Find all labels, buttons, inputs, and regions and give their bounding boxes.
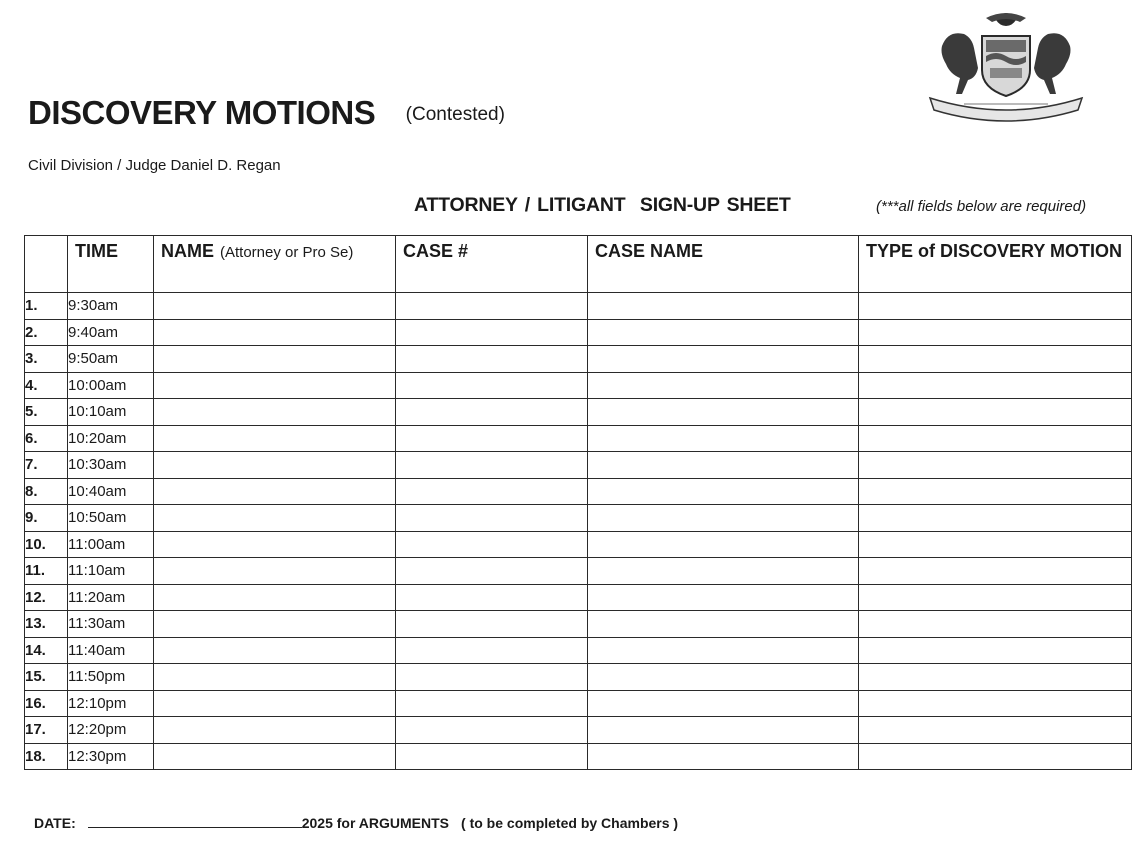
- row-time: 10:40am: [68, 478, 154, 505]
- motion-type-cell[interactable]: [859, 743, 1132, 770]
- case-name-cell[interactable]: [588, 558, 859, 585]
- row-time: 12:30pm: [68, 743, 154, 770]
- case-number-cell[interactable]: [396, 743, 588, 770]
- case-name-cell[interactable]: [588, 690, 859, 717]
- row-time: 10:00am: [68, 372, 154, 399]
- chambers-note: ( to be completed by Chambers ): [461, 815, 679, 831]
- header-motion-type: [859, 236, 1132, 293]
- row-time: 11:50pm: [68, 664, 154, 691]
- case-number-cell[interactable]: [396, 558, 588, 585]
- table-header-row: [25, 236, 1132, 293]
- case-name-cell[interactable]: [588, 717, 859, 744]
- case-number-cell[interactable]: [396, 505, 588, 532]
- case-number-cell[interactable]: [396, 319, 588, 346]
- row-number: 9.: [25, 505, 68, 532]
- case-number-cell[interactable]: [396, 425, 588, 452]
- header-case-name-label: CASE NAME: [595, 241, 704, 261]
- row-time: 10:50am: [68, 505, 154, 532]
- case-name-cell[interactable]: [588, 372, 859, 399]
- table-row: [25, 319, 1132, 346]
- motion-type-cell[interactable]: [859, 664, 1132, 691]
- table-row: [25, 664, 1132, 691]
- row-number: 11.: [25, 558, 68, 585]
- row-number: 12.: [25, 584, 68, 611]
- sheet-title: ATTORNEY / LITIGANT SIGN-UP SHEET: [414, 194, 791, 216]
- row-time: 11:30am: [68, 611, 154, 638]
- motion-type-cell[interactable]: [859, 584, 1132, 611]
- motion-type-cell[interactable]: [859, 717, 1132, 744]
- name-cell[interactable]: [154, 743, 396, 770]
- case-name-cell[interactable]: [588, 637, 859, 664]
- header-number: [25, 236, 68, 293]
- case-name-cell[interactable]: [588, 425, 859, 452]
- table-row: [25, 425, 1132, 452]
- header-time-label: TIME: [75, 241, 118, 261]
- motion-type-cell[interactable]: [859, 452, 1132, 479]
- motion-type-cell[interactable]: [859, 505, 1132, 532]
- name-cell[interactable]: [154, 690, 396, 717]
- motion-type-cell[interactable]: [859, 690, 1132, 717]
- table-row: [25, 531, 1132, 558]
- case-name-cell[interactable]: [588, 452, 859, 479]
- case-number-cell[interactable]: [396, 690, 588, 717]
- row-time: 9:30am: [68, 293, 154, 320]
- date-suffix: 2025 for ARGUMENTS: [301, 815, 450, 831]
- row-number: 8.: [25, 478, 68, 505]
- motion-type-cell[interactable]: [859, 478, 1132, 505]
- motion-type-cell[interactable]: [859, 611, 1132, 638]
- name-cell[interactable]: [154, 717, 396, 744]
- case-number-cell[interactable]: [396, 399, 588, 426]
- case-number-cell[interactable]: [396, 346, 588, 373]
- row-time: 11:10am: [68, 558, 154, 585]
- page-title: DISCOVERY MOTIONS: [28, 94, 376, 131]
- motion-type-cell[interactable]: [859, 319, 1132, 346]
- title-block: [28, 94, 505, 132]
- case-name-cell[interactable]: [588, 664, 859, 691]
- header-time: [68, 236, 154, 293]
- row-time: 11:40am: [68, 637, 154, 664]
- name-cell[interactable]: [154, 664, 396, 691]
- division-line: Civil Division / Judge Daniel D. Regan: [28, 157, 281, 174]
- table-row: [25, 293, 1132, 320]
- motion-type-cell[interactable]: [859, 558, 1132, 585]
- case-name-cell[interactable]: [588, 293, 859, 320]
- motion-type-cell[interactable]: [859, 293, 1132, 320]
- case-name-cell[interactable]: [588, 505, 859, 532]
- table-row: [25, 584, 1132, 611]
- case-name-cell[interactable]: [588, 478, 859, 505]
- table-row: [25, 690, 1132, 717]
- row-time: 11:00am: [68, 531, 154, 558]
- row-number: 10.: [25, 531, 68, 558]
- motion-type-cell[interactable]: [859, 637, 1132, 664]
- row-number: 13.: [25, 611, 68, 638]
- motion-type-cell[interactable]: [859, 531, 1132, 558]
- name-cell[interactable]: [154, 372, 396, 399]
- case-number-cell[interactable]: [396, 611, 588, 638]
- case-name-cell[interactable]: [588, 399, 859, 426]
- signup-table: [24, 235, 1132, 770]
- case-number-cell[interactable]: [396, 478, 588, 505]
- row-time: 10:30am: [68, 452, 154, 479]
- row-number: 2.: [25, 319, 68, 346]
- case-name-cell[interactable]: [588, 743, 859, 770]
- row-number: 4.: [25, 372, 68, 399]
- name-cell[interactable]: [154, 611, 396, 638]
- header-case-number: [396, 236, 588, 293]
- case-number-cell[interactable]: [396, 293, 588, 320]
- name-cell[interactable]: [154, 637, 396, 664]
- name-cell[interactable]: [154, 531, 396, 558]
- motion-type-cell[interactable]: [859, 372, 1132, 399]
- motion-type-cell[interactable]: [859, 346, 1132, 373]
- motion-type-cell[interactable]: [859, 399, 1132, 426]
- case-name-cell[interactable]: [588, 584, 859, 611]
- row-time: 9:50am: [68, 346, 154, 373]
- table-row: [25, 372, 1132, 399]
- footer: [34, 815, 678, 831]
- row-time: 10:20am: [68, 425, 154, 452]
- row-number: 17.: [25, 717, 68, 744]
- row-number: 5.: [25, 399, 68, 426]
- motion-type-cell[interactable]: [859, 425, 1132, 452]
- header-name-label: NAME: [161, 241, 214, 261]
- name-cell[interactable]: [154, 399, 396, 426]
- row-number: 7.: [25, 452, 68, 479]
- row-number: 3.: [25, 346, 68, 373]
- date-label: DATE:: [34, 815, 76, 831]
- name-cell[interactable]: [154, 584, 396, 611]
- pennsylvania-coat-of-arms-icon: [924, 6, 1088, 126]
- row-number: 1.: [25, 293, 68, 320]
- header-case-name: [588, 236, 859, 293]
- table-row: [25, 452, 1132, 479]
- name-cell[interactable]: [154, 478, 396, 505]
- row-time: 10:10am: [68, 399, 154, 426]
- case-number-cell[interactable]: [396, 637, 588, 664]
- table-row: [25, 743, 1132, 770]
- row-number: 18.: [25, 743, 68, 770]
- case-name-cell[interactable]: [588, 346, 859, 373]
- header-name-hint: (Attorney or Pro Se): [220, 244, 354, 261]
- name-cell[interactable]: [154, 293, 396, 320]
- row-number: 16.: [25, 690, 68, 717]
- case-number-cell[interactable]: [396, 664, 588, 691]
- row-time: 9:40am: [68, 319, 154, 346]
- row-time: 12:20pm: [68, 717, 154, 744]
- date-blank-line[interactable]: [88, 815, 302, 828]
- header-case-number-label: CASE #: [403, 241, 469, 261]
- table-row: [25, 478, 1132, 505]
- name-cell[interactable]: [154, 452, 396, 479]
- title-qualifier: (Contested): [405, 104, 505, 125]
- header-motion-type-label: TYPE of DISCOVERY MOTION: [866, 241, 1123, 261]
- case-name-cell[interactable]: [588, 531, 859, 558]
- name-cell[interactable]: [154, 425, 396, 452]
- row-time: 12:10pm: [68, 690, 154, 717]
- table-row: [25, 717, 1132, 744]
- name-cell[interactable]: [154, 319, 396, 346]
- row-number: 15.: [25, 664, 68, 691]
- table-row: [25, 637, 1132, 664]
- table-row: [25, 505, 1132, 532]
- row-number: 14.: [25, 637, 68, 664]
- case-number-cell[interactable]: [396, 531, 588, 558]
- table-row: [25, 346, 1132, 373]
- case-name-cell[interactable]: [588, 319, 859, 346]
- table-row: [25, 558, 1132, 585]
- row-number: 6.: [25, 425, 68, 452]
- case-name-cell[interactable]: [588, 611, 859, 638]
- required-note: (***all fields below are required): [876, 198, 1087, 215]
- name-cell[interactable]: [154, 505, 396, 532]
- case-number-cell[interactable]: [396, 717, 588, 744]
- row-time: 11:20am: [68, 584, 154, 611]
- header-name: [154, 236, 396, 293]
- name-cell[interactable]: [154, 346, 396, 373]
- table-row: [25, 611, 1132, 638]
- name-cell[interactable]: [154, 558, 396, 585]
- case-number-cell[interactable]: [396, 452, 588, 479]
- case-number-cell[interactable]: [396, 372, 588, 399]
- case-number-cell[interactable]: [396, 584, 588, 611]
- table-row: [25, 399, 1132, 426]
